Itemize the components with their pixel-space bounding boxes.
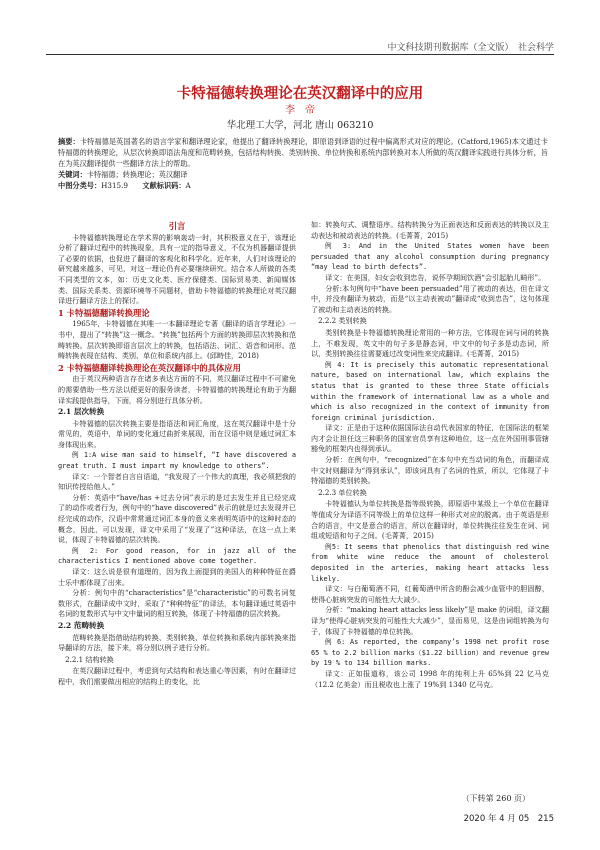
body-paragraph: 卡特福德转换理论在学术界的影响轰动一时，其积极意义在于，该理论分析了翻译过程中的转换现象，具有一定的指导意义，不仅为机器翻译提供了必要的依据，也促进了翻译的客观化和科学化。近年来，人们对该理论的研究越来越多，可见，对这一理论仍有必要继续研究。结合本人所做的各类不同类型的文本，如：历史文化类、医疗保健类、国际贸易类、新闻媒体类、国际关系类、资源环境等不同题材，借助卡特福德的转换理论对英汉翻译进行翻译方法上的探讨。 (58, 232, 296, 306)
section-heading: 2 卡特福德翻译转换理论在英汉翻译中的具体应用 (58, 362, 241, 373)
subsubsection-heading: 2.2.2 类别转换 (318, 316, 367, 326)
example-sentence: 例5: It seems that phenolics that distinguish red wine from white wine reduce the amount of cholesterol deposited in the arteries, making heart attacks less likely. (311, 542, 549, 583)
doc-code: A (185, 181, 191, 190)
section-heading: 引言 (168, 221, 186, 231)
right-column (311, 220, 549, 690)
body-paragraph: 1965年，卡特福德在其唯一一本翻译理论专著《翻译的语言学理论》一书中，提出了“转换”这一概念。“转换”包括两个方面的转换即层次转换和范畴转换。层次转换即语言层次上的转换，包括语法、词汇、语音和词形。范畴转换表现在结构、类别、单位和系统内部上。(邱畤佳，2018) (58, 319, 296, 361)
example-sentence: 例 1:A wise man said to himself, “I have discovered a great truth. I must impart my knowledge to others”. (58, 451, 296, 471)
section-heading: 1 卡特福德翻译转换理论 (58, 307, 150, 318)
body-paragraph: 译文：正是由于这种依据国际法自动代表国家的特征，在国际法的框架内才会让担任这三种职务的国家官员享有这种地位，这一点在外国刑事管辖豁免的框架内也得到承认。 (311, 423, 549, 454)
abstract-text: 卡特福德是英国著名的语言学家和翻译理论家，他提出了翻译转换理论，即原语到译语的过程中偏离形式对应的理论。(Catford,1965)本文通过卡特福德的转换理论，从层次转换即语法角度和范畴转换，包括结构转换、类别转换、单位转换和系统内部转换对本人所做的英汉翻译实践进行具体分析，旨在为英汉翻译提供一些翻译方法上的帮助。 (58, 137, 548, 168)
abstract-label: 摘要： (58, 137, 80, 146)
body-paragraph: 类别转换是卡特福德转换理论常用的一种方法，它体现在词与词的转换上，不难发现，英文中的句子多是静态词，中文中的句子多是动态词，所以，类别转换往往需要通过改变词性来完成翻译。(毛菁菁，2015) (311, 327, 549, 359)
body-paragraph: 由于英汉两种语言存在诸多表达方面的不同，英汉翻译过程中不可避免的需要借助一些方法以便更好的服务读者，卡特福德的转换理论有助于为翻译实践提供指导，下面，将分别进行具体分析。 (58, 374, 296, 405)
body-paragraph: 卡特福德认为单位转换是指等级转换，即原语中某级上一个单位在翻译等值成分为译语不同等级上的单位这样一种形式对应的脱离。由于英语是形合的语言，中文是意合的语言，所以在翻译时，单位转换往往发生在词、词组或短语和句子之间。(毛菁菁，2015) (311, 499, 549, 541)
classification-line (58, 180, 548, 191)
continued-note: （下转第 260 页） (461, 794, 530, 803)
body-paragraph: 如：转换句式、调整语序。结构转换分为正面表达和反面表达的转换以及主动表达和被动表达的转换。(毛菁菁，2015) (311, 220, 549, 240)
body-paragraph: 译文：这么说是很有道理的，因为我上面提到的美国人的种种特征在爵士乐中都体现了出来。 (58, 567, 296, 587)
body-paragraph: 范畴转换是指借助结构转换、类别转换、单位转换和系统内部转换来指导翻译的方法，接下来，将分别以例子进行分析。 (58, 632, 296, 653)
example-sentence: 例 4: It is precisely this automatic representational nature, based on international law, which explains the status that is granted to these three State officials within the framework of international law as a whole and which is also recognized in the context of immunity from foreign criminal jurisdiction. (311, 360, 549, 422)
body-paragraph: 分析：在例句中，“recognized”在本句中充当动词的角色，而翻译成中文时则翻译为“得到承认”，即该词具有了名词的性质，所以，它体现了卡特福德的类别转换。 (311, 455, 549, 486)
body-paragraph: 在英汉翻译过程中，考虑到句式结构和表达重心等因素，有时在翻译过程中，我们需要做出相应的结构上的变化，比 (58, 666, 296, 686)
body-paragraph: 译文：正如报道称，该公司 1998 年的纯利上升 65%到 22 亿马克（12.2 亿美金）而且税收也上涨了 19%到 1340 亿马克。 (311, 668, 549, 689)
clc-label: 中图分类号： (58, 181, 102, 190)
example-sentence: 例 3: And in the United States women have been persuaded that any alcohol consumption during pregnancy “may lead to birth defects”. (311, 242, 549, 272)
body-paragraph: 译文：与白葡萄酒不同，红葡萄酒中所含的酚会减少血管中的胆固醇，使得心脏病突发的可能性大大减少。 (311, 584, 549, 604)
subsection-heading: 2.1 层次转换 (58, 407, 105, 417)
keywords-line (58, 169, 548, 180)
paper-title: 卡特福德转换理论在英汉翻译中的应用 (176, 85, 424, 102)
clc-code: H315.9 (101, 181, 128, 190)
page-footer: 2020 年 4 月 05 215 (463, 814, 554, 824)
keywords-label: 关键词： (58, 170, 87, 179)
journal-header: 中文科技期刊数据库（全文版） 社会科学 (387, 43, 554, 53)
example-sentence: 例 6: As reported, the company’s 1998 net profit rose 65 % to 2.2 billion marks（$1.22 billion）and revenue grew by 19 % to 134 billion marks. (311, 638, 549, 668)
abstract-paragraph (58, 136, 548, 169)
example-sentence: 例 2: For good reason, for in jazz all of the characteristics I mentioned above come together. (58, 546, 296, 566)
body-paragraph: 译文：在美国，妇女会收到忠告，说怀孕期间饮酒“会引起胎儿畸形”。 (325, 272, 546, 282)
body-paragraph: 译文：一个智者自言自语道，“我发现了一个伟大的真理，我必须把我的知识传授给他人。” (58, 471, 296, 492)
body-paragraph: 分析:本句例句中“have been persuaded”用了被动的表达，但在译文中，并没有翻译为被动，而是“以主动表被动”翻译成“收到忠告”，这句体现了被动和主动表达的转换。 (311, 283, 549, 314)
body-paragraph: 分析：例句中的“characteristics”是“characteristic”的可数名词复数形式，在翻译成中文时，采取了“种种特征”的译法，本句翻译通过英语中名词的复数形式与中文中量词的相互转换，体现了卡特福德的层次转换。 (58, 588, 296, 619)
body-paragraph: 卡特福德的层次转换主要是指语法和词汇角度，这在英汉翻译中是十分常见的，英语中，单词的变化通过曲折来展现，而在汉语中则是通过词汇本身体现出来。 (58, 418, 296, 449)
subsection-heading: 2.2 范畴转换 (58, 620, 105, 630)
subsubsection-heading: 2.2.1 结构转换 (65, 654, 114, 664)
author-name: 李 帝 (285, 105, 315, 116)
body-paragraph: 分析：“making heart attacks less likely”是 make 的词组，译文翻译为“使得心脏病突发的可能性大大减少”，显而易见，这是由词组转换为句子，体现了卡特福德的单位转换。 (311, 605, 549, 636)
doc-code-label: 文献标识码： (142, 181, 186, 190)
abstract-block (58, 136, 548, 191)
left-column (58, 220, 296, 688)
author-affiliation: 华北理工大学，河北 唐山 063210 (226, 120, 374, 131)
keywords-text: 卡特福德；转换理论；英汉翻译 (86, 170, 188, 179)
body-paragraph: 分析：英语中“have/has +过去分词”表示的是过去发生并且已经完成了的动作或者行为，例句中的“have discovered”表示的就是过去发现并已经完成的动作，汉语中常常通过词汇本身的意义来表明英语中的这种时态的概念，因此，可以发现，译文中采用了“发现了”这种译法，在这一点上来说，体现了卡特福德的层次转换。 (58, 492, 296, 545)
subsubsection-heading: 2.2.3 单位转换 (318, 487, 367, 497)
header-rule (46, 54, 554, 55)
